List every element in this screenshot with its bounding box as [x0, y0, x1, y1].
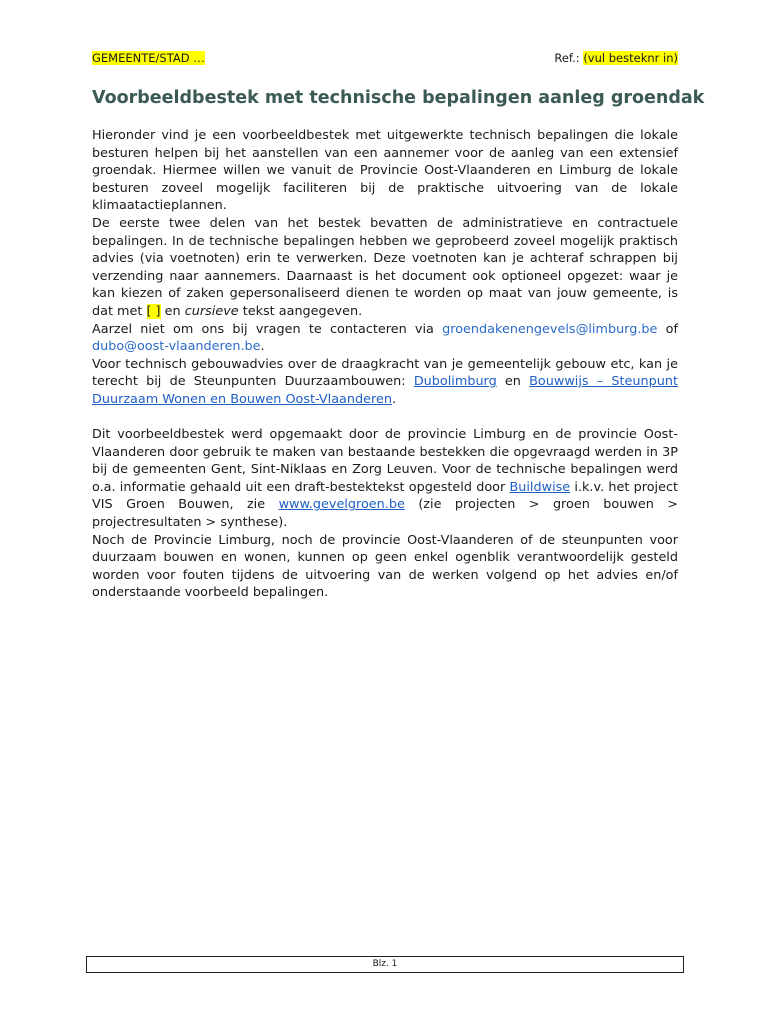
origin-paragraph — [92, 426, 678, 532]
buildwise-link[interactable]: Buildwise — [509, 479, 571, 495]
page-header — [92, 51, 678, 69]
document-body — [92, 127, 678, 602]
intro-paragraph: Hieronder vind je een voorbeeldbestek met uitgewerkte technisch bepalingen die lokale besturen helpen bij het aanstellen van een aannemer voor de aanleg van een extensief groendak. Hiermee willen we vanuit de Provincie Oost-Vlaanderen en Limburg de lokale besturen zoveel mogelijk faciliteren bij de praktische uitvoering van de lokale klimaatactieplannen. — [92, 128, 678, 214]
structure-text-mid: en — [160, 303, 185, 319]
contact-text: Aarzel niet om ons bij vragen te contacteren via — [92, 321, 443, 337]
advice-text-mid: en — [496, 374, 530, 390]
advice-text: Voor technisch gebouwadvies over de draagkracht van je gemeentelijk gebouw etc, kan je terecht bij de Steunpunten Duurzaambouwen: — [92, 356, 678, 390]
reference-field — [554, 51, 678, 65]
document-title: Voorbeeldbestek met technische bepalingen aanleg groendak — [92, 88, 705, 108]
origin-text: Dit voorbeeldbestek werd opgemaakt door de provincie Limburg en de provincie Oost-Vlaanderen door gebruik te maken van bestaande bestekken die opgevraagd werden in 3P bij de gemeenten Gent, Sint-Niklaas en Zorg Leuven. Voor de technische bepalingen werd o.a. informatie gehaald uit een draft-bestektekst opgesteld door — [92, 427, 678, 495]
reference-placeholder: (vul besteknr in) — [583, 51, 678, 65]
advice-paragraph — [92, 356, 678, 409]
page-footer — [86, 956, 684, 973]
email-oost-vlaanderen[interactable]: dubo@oost-vlaanderen.be — [92, 339, 261, 355]
page-number: Blz. 1 — [372, 959, 398, 969]
paragraph-spacer — [92, 409, 678, 427]
bracket-marker: [ ] — [146, 303, 161, 319]
structure-text: De eerste twee delen van het bestek bevatten de administratieve en contractuele bepalingen. In de technische bepalingen hebben we geprobeerd zoveel mogelijk praktisch advies (via voetnoten) erin te verwerken. Deze voetnoten kan je achteraf schrappen bij verzending naar aannemers. Daarnaast is het document ook optioneel opgezet: waar je kan kiezen of zaken gepersonaliseerd dienen te worden op maat van jouw gemeente, is dat met — [92, 215, 678, 319]
dubolimburg-link[interactable]: Dubolimburg — [413, 374, 497, 390]
reference-label: Ref.: — [554, 51, 584, 65]
contact-text-end: . — [260, 339, 265, 355]
structure-paragraph — [92, 215, 678, 321]
disclaimer-paragraph: Noch de Provincie Limburg, noch de provincie Oost-Vlaanderen of de steunpunten voor duurzaam bouwen en wonen, kunnen op geen enkel ogenblik verantwoordelijk gesteld worden voor fouten tijdens de uitvoering van de werken volgend op het advies en/of onderstaande voorbeeld bepalingen. — [92, 532, 678, 601]
contact-paragraph — [92, 321, 678, 356]
origin-text-end: (zie projecten > groen bouwen > projectresultaten > synthese). — [92, 497, 679, 531]
contact-text-mid: of — [657, 321, 678, 337]
bouwwijs-link[interactable]: Bouwwijs – Steunpunt Duurzaam Wonen en Bouwen Oost-Vlaanderen — [92, 374, 678, 407]
municipality-placeholder: GEMEENTE/STAD … — [92, 51, 205, 65]
structure-text-end: tekst aangegeven. — [238, 303, 363, 319]
gevelgroen-link[interactable]: www.gevelgroen.be — [278, 497, 405, 513]
italic-marker: cursieve — [184, 303, 239, 319]
origin-text-mid: i.k.v. het project VIS Groen Bouwen, zie — [92, 479, 678, 513]
email-limburg[interactable]: groendakenengevels@limburg.be — [442, 321, 658, 337]
advice-text-end: . — [391, 391, 397, 407]
